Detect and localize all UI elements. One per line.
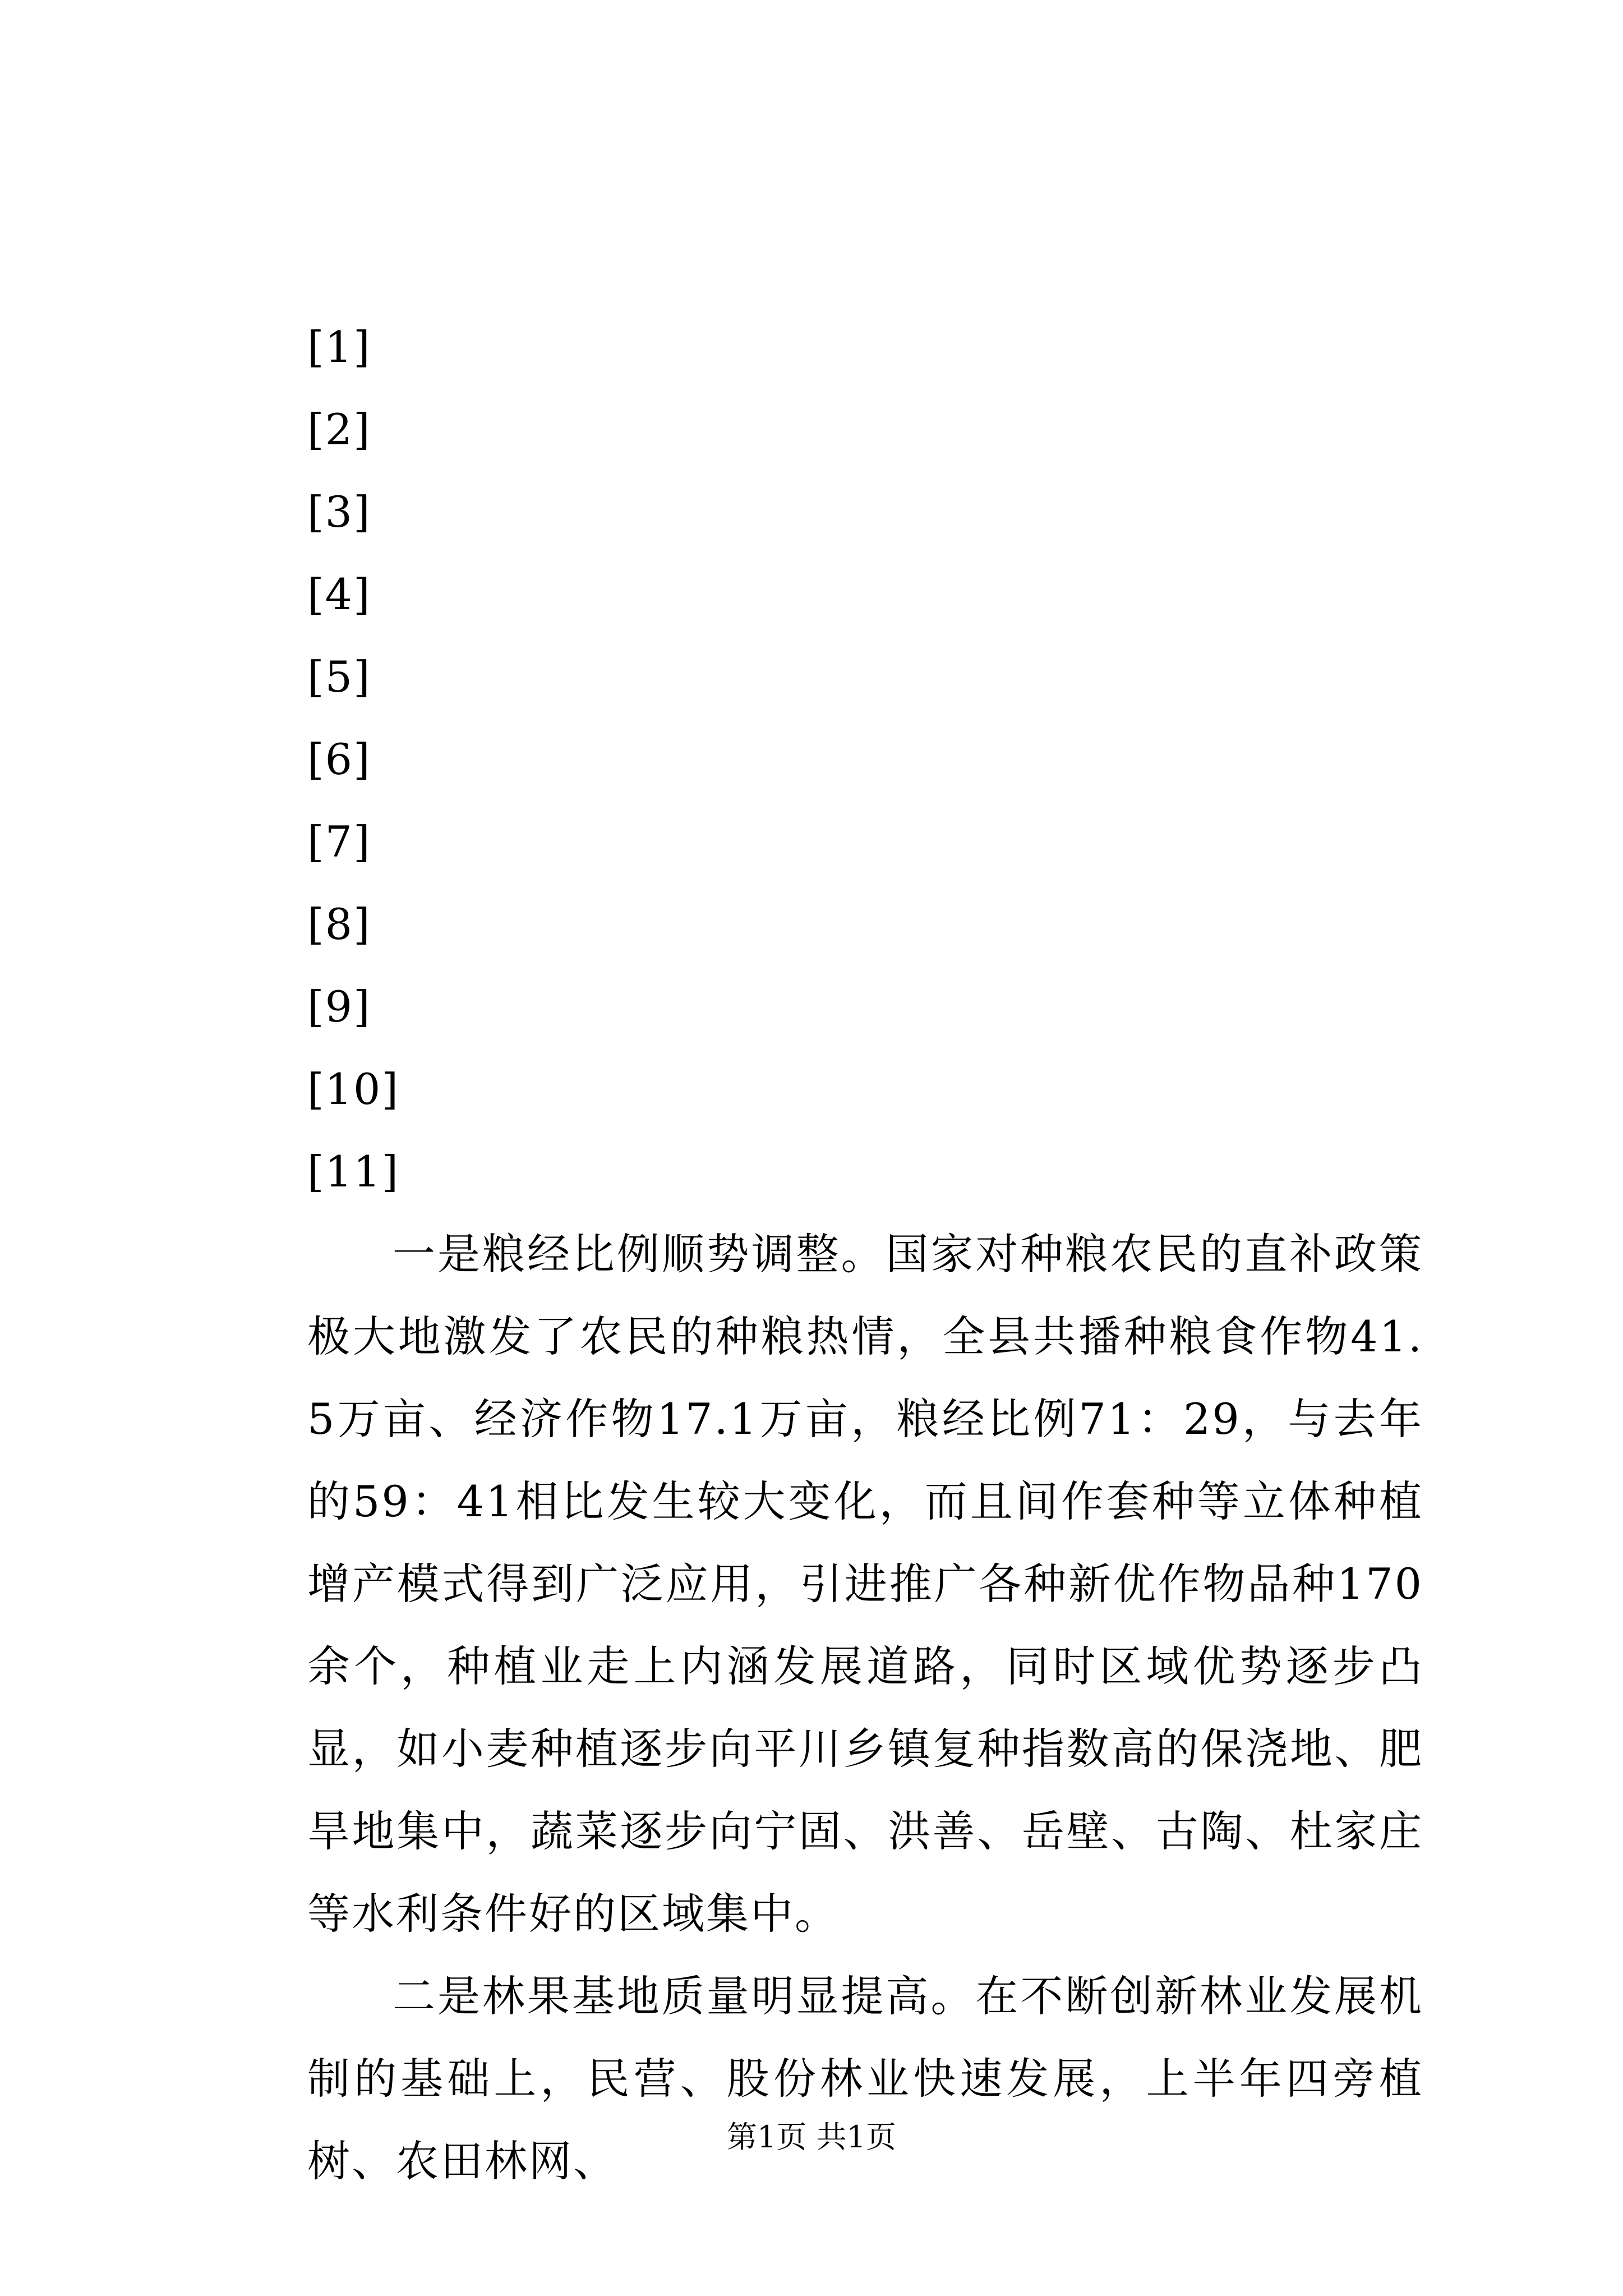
page-footer: 第1页 共1页 bbox=[727, 2119, 896, 2155]
reference-marker: [1] bbox=[307, 322, 371, 372]
reference-marker: [11] bbox=[307, 1147, 400, 1197]
reference-marker: [6] bbox=[307, 734, 371, 784]
reference-marker: [10] bbox=[307, 1064, 400, 1114]
reference-marker: [8] bbox=[307, 899, 371, 949]
reference-marker: [3] bbox=[307, 487, 371, 537]
paragraph-forestry-base: 二是林果基地质量明显提高。在不断创新林业发展机制的基础上，民营、股份林业快速发展，上半年四旁植树、农田林网、 bbox=[307, 1971, 1423, 2186]
reference-marker: [5] bbox=[307, 652, 371, 702]
reference-marker: [4] bbox=[307, 569, 371, 619]
reference-list bbox=[307, 306, 644, 1213]
paragraph-grain-ratio: 一是粮经比例顺势调整。国家对种粮农民的直补政策极大地激发了农民的种粮热情，全县共播种粮食作物41.5万亩、经济作物17.1万亩，粮经比例71：29，与去年的59：41相比发生较大变化，而且间作套种等立体种植增产模式得到广泛应用，引进推广各种新优作物品种170余个，种植业走上内涵发展道路，同时区域优势逐步凸显，如小麦种植逐步向平川乡镇复种指数高的保浇地、肥旱地集中，蔬菜逐步向宁固、洪善、岳壁、古陶、杜家庄等水利条件好的区域集中。 bbox=[307, 1229, 1423, 1939]
reference-marker: [9] bbox=[307, 982, 371, 1032]
reference-marker: [7] bbox=[307, 817, 371, 867]
body-text bbox=[307, 1213, 1423, 2202]
reference-marker: [2] bbox=[307, 404, 371, 454]
